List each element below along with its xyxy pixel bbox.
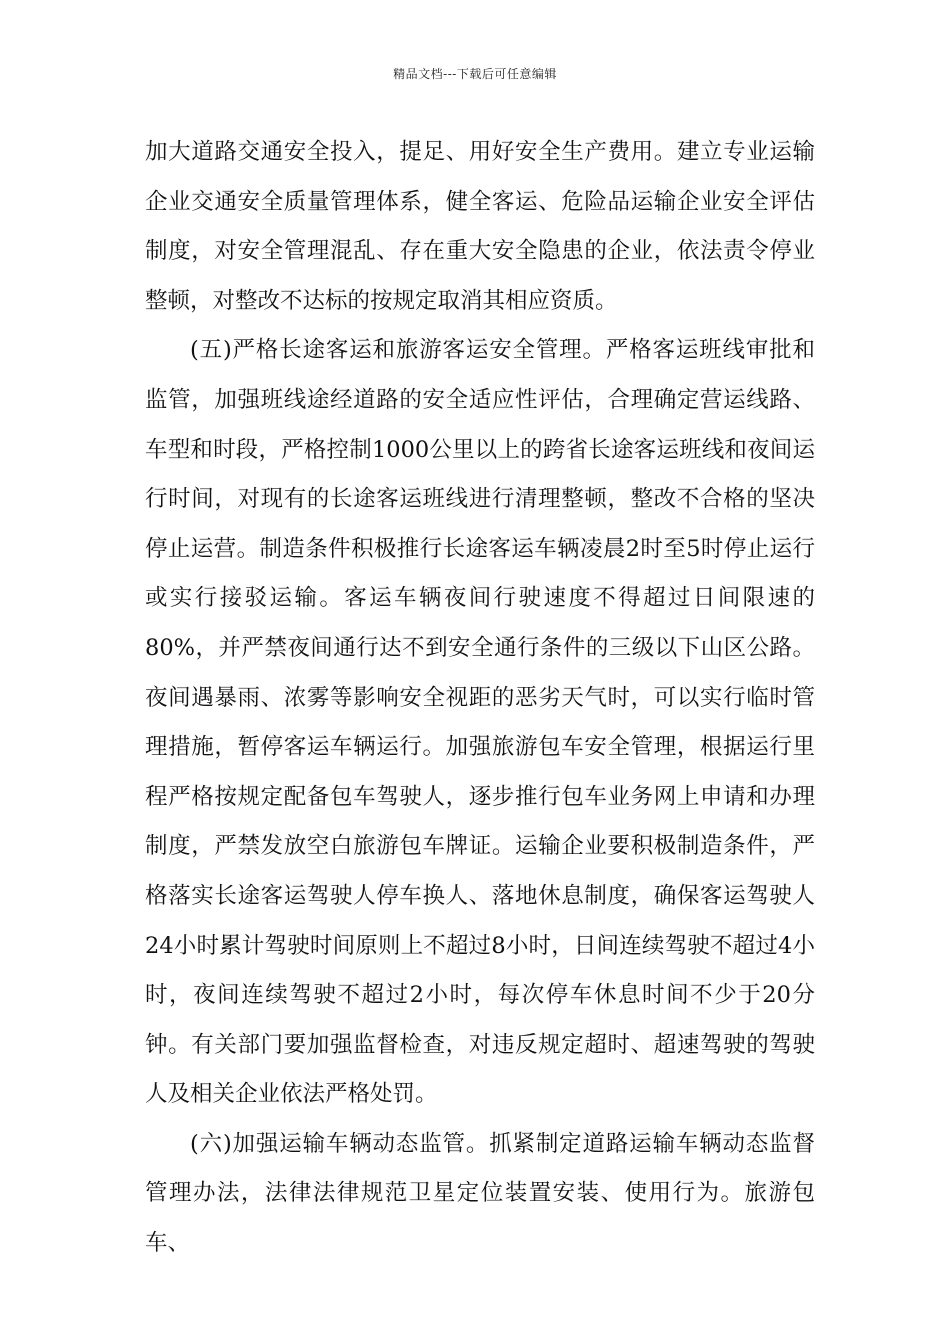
paragraph-2: (五)严格长途客运和旅游客运安全管理。严格客运班线审批和监管，加强班线途经道路的安全适应性评估，合理确定营运线路、车型和时段，严格控制1000公里以上的跨省长途客运班线和夜间运行时间，对现有的长途客运班线进行清理整顿，整改不合格的坚决停止运营。制造条件积极推行长途客运车辆凌晨2时至5时停止运行或实行接驳运输。客运车辆夜间行驶速度不得超过日间限速的80%，并严禁夜间通行达不到安全通行条件的三级以下山区公路。夜间遇暴雨、浓雾等影响安全视距的恶劣天气时，可以实行临时管理措施，暂停客运车辆运行。加强旅游包车安全管理，根据运行里程严格按规定配备包车驾驶人，逐步推行包车业务网上申请和办理制度，严禁发放空白旅游包车牌证。运输企业要积极制造条件，严格落实长途客运驾驶人停车换人、落地休息制度，确保客运驾驶人24小时累计驾驶时间原则上不超过8小时，日间连续驾驶不超过4小时，夜间连续驾驶不超过2小时，每次停车休息时间不少于20分钟。有关部门要加强监督检查，对违反规定超时、超速驾驶的驾驶人及相关企业依法严格处罚。 — [145, 337, 815, 1108]
paragraph-3: (六)加强运输车辆动态监管。抓紧制定道路运输车辆动态监督管理办法，法律法律规范卫星定位装置安装、使用行为。旅游包车、 — [145, 1130, 815, 1257]
paragraph-1: 加大道路交通安全投入，提足、用好安全生产费用。建立专业运输企业交通安全质量管理体系，健全客运、危险品运输企业安全评估制度，对安全管理混乱、存在重大安全隐患的企业，依法责令停业整顿，对整改不达标的按规定取消其相应资质。 — [145, 139, 815, 314]
document-body — [145, 128, 815, 1269]
page-header: 精品文档---下载后可任意编辑 — [393, 67, 557, 81]
